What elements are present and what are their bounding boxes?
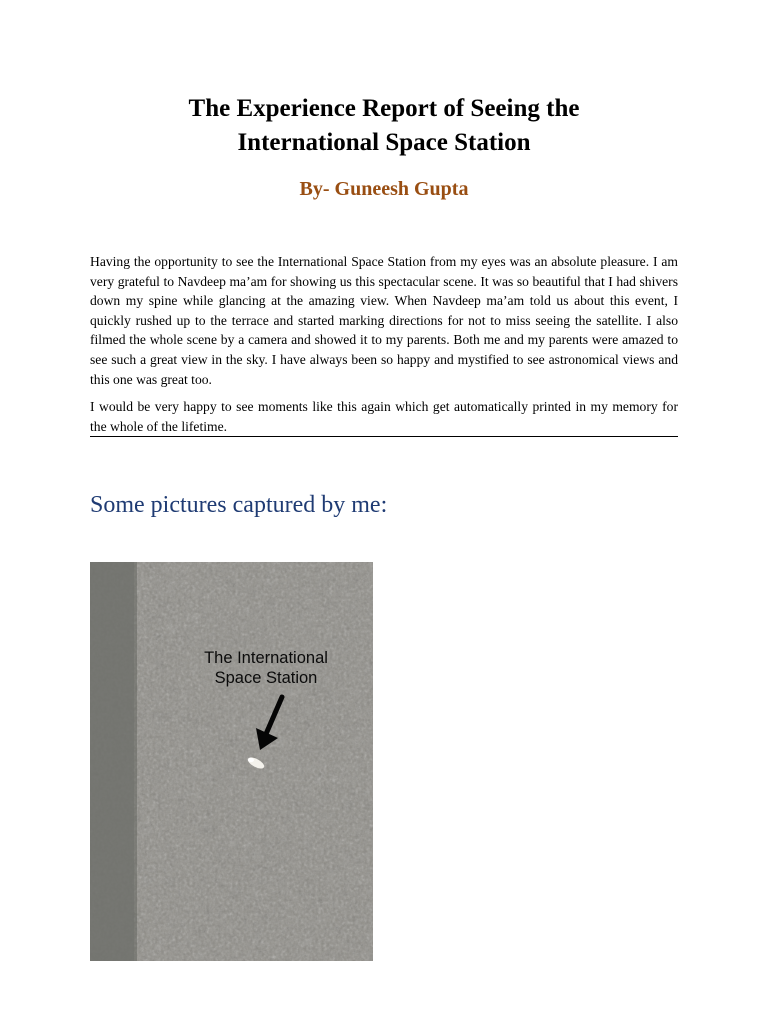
paragraph-1: Having the opportunity to see the International Space Station from my eyes was an absolute pleasure. I am very grateful to Navdeep ma’am for showing us this spectacular scene. It was so beautiful that I had shivers down my spine while glancing at the amazing view. When Navdeep ma’am told us about this event, I quickly rushed up to the terrace and started marking directions for not to miss seeing the satellite. I also filmed the whole scene by a camera and showed it to my parents. Both me and my parents were amazed to see such a great view in the sky. I have always been so happy and mystified to see astronomical views and this one was great too.	[90, 254, 678, 387]
iss-photo	[90, 562, 373, 961]
title-line-2: International Space Station	[237, 129, 531, 156]
photo-label-line-2: Space Station	[214, 669, 318, 687]
section-heading: Some pictures captured by me:	[90, 492, 388, 518]
horizontal-rule	[90, 436, 678, 437]
document-title	[90, 92, 678, 160]
report-body	[90, 252, 678, 444]
space-station-icon	[242, 752, 270, 772]
arrow-down-left-icon	[252, 694, 292, 750]
title-line-1: The Experience Report of Seeing the	[188, 95, 580, 122]
photo-sky-texture	[90, 562, 373, 961]
photo-label-line-1: The International	[204, 649, 328, 667]
photo-dark-edge	[90, 562, 134, 961]
photo-caption-label	[174, 648, 358, 688]
paragraph-2: I would be very happy to see moments like this again which get automatically printed in my memory for the whole of the lifetime.	[90, 399, 678, 434]
author-byline: By- Guneesh Gupta	[299, 178, 469, 200]
